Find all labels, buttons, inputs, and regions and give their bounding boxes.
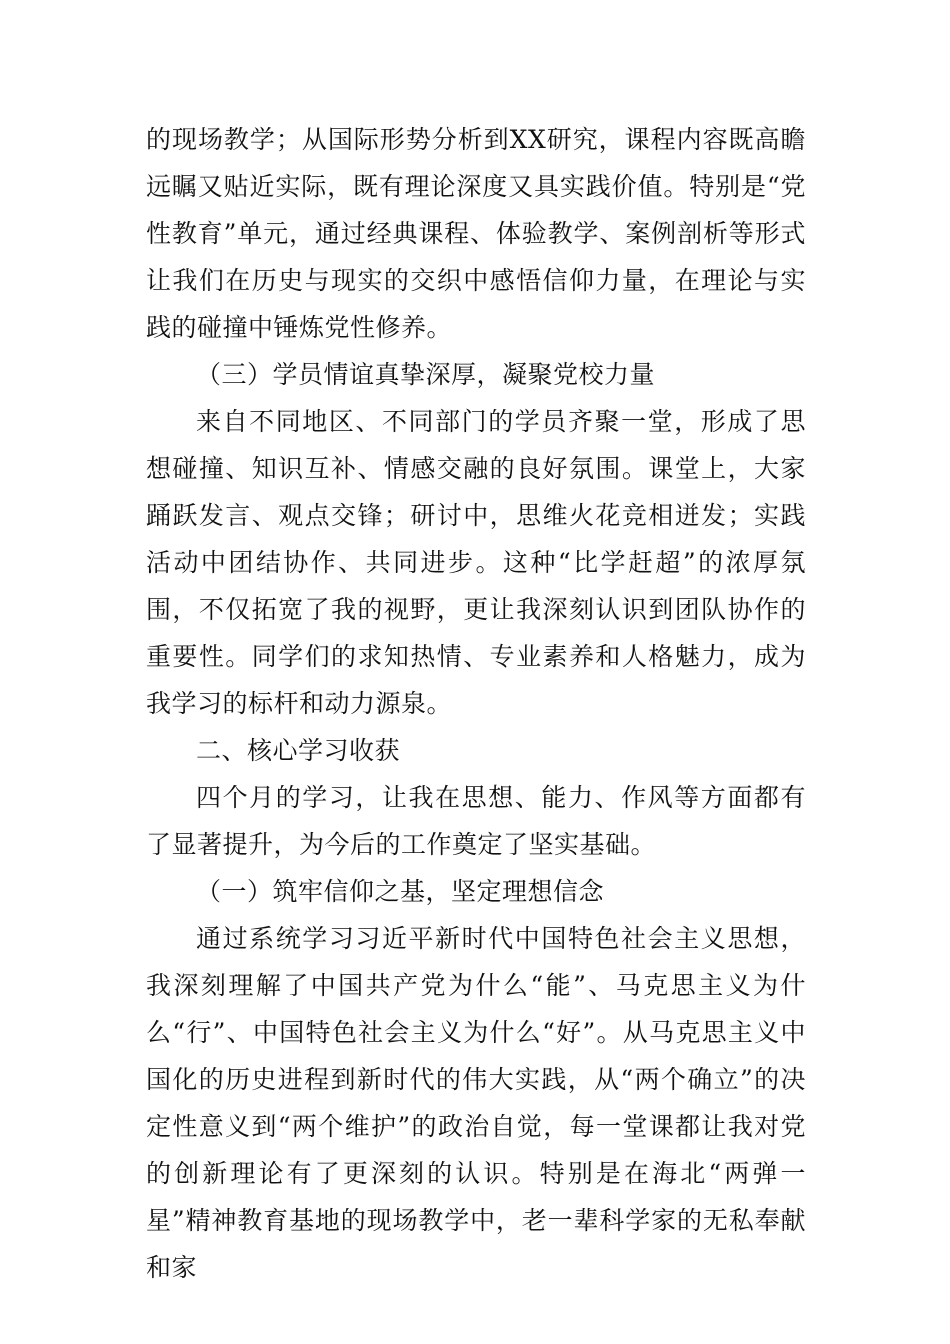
document-body [146, 116, 806, 1291]
part-2-heading: 二、核心学习收获 [196, 736, 401, 765]
part-2-intro-paragraph: 四个月的学习，让我在思想、能力、作风等方面都有了显著提升，为今后的工作奠定了坚实基础。 [146, 783, 806, 859]
part-2-section-1-heading: （一）筑牢信仰之基，坚定理想信念 [196, 877, 605, 906]
part-2-section-1-paragraph: 通过系统学习习近平新时代中国特色社会主义思想，我深刻理解了中国共产党为什么“能”、马克思主义为什么“行”、中国特色社会主义为什么“好”。从马克思主义中国化的历史进程到新时代的伟大实践，从“两个确立”的决定性意义到“两个维护”的政治自觉，每一堂课都让我对党的创新理论有了更深刻的认识。特别是在海北“两弹一星”精神教育基地的现场教学中，老一辈科学家的无私奉献和家 [146, 924, 806, 1282]
continuation-paragraph: 的现场教学；从国际形势分析到XX研究，课程内容既高瞻远瞩又贴近实际，既有理论深度又具实践价值。特别是“党性教育”单元，通过经典课程、体验教学、案例剖析等形式让我们在历史与现实的交织中感悟信仰力量，在理论与实践的碰撞中锤炼党性修养。 [146, 125, 806, 342]
section-3-paragraph: 来自不同地区、不同部门的学员齐聚一堂，形成了思想碰撞、知识互补、情感交融的良好氛围。课堂上，大家踊跃发言、观点交锋；研讨中，思维火花竞相迸发；实践活动中团结协作、共同进步。这种“比学赶超”的浓厚氛围，不仅拓宽了我的视野，更让我深刻认识到团队协作的重要性。同学们的求知热情、专业素养和人格魅力，成为我学习的标杆和动力源泉。 [146, 407, 806, 718]
section-3-heading: （三）学员情谊真挚深厚，凝聚党校力量 [196, 360, 656, 389]
